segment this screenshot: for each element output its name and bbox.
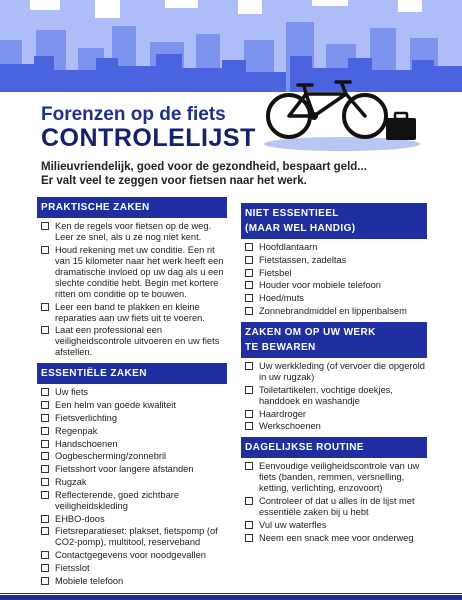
item-label: Contactgegevens voor noodgevallen (55, 550, 206, 561)
checkbox[interactable] (41, 401, 49, 409)
checklist-item[interactable] (241, 293, 427, 304)
checkbox[interactable] (41, 246, 49, 254)
checkbox[interactable] (245, 534, 253, 542)
item-label: Rugzak (55, 476, 87, 487)
checklist-item[interactable] (37, 221, 227, 243)
item-label: Eenvoudige veiligheidscontrole van uw fiets (banden, remmen, versnelling, ketting, verlichting, enzovoort) (259, 461, 420, 494)
checkbox[interactable] (41, 303, 49, 311)
checkbox[interactable] (41, 527, 49, 535)
item-label: Een helm van goede kwaliteit (55, 400, 176, 411)
checklist-item[interactable] (37, 576, 227, 587)
checklist-item[interactable] (241, 409, 427, 420)
section-header-niet-essentieel (241, 203, 427, 239)
checklist-essentiele-zaken (37, 387, 227, 586)
checklist-dagelijkse-routine (241, 461, 427, 543)
item-label: Handschoenen (55, 438, 118, 449)
document-title: CONTROLELIJST (41, 124, 256, 152)
checklist-item[interactable] (241, 361, 427, 383)
item-label: Houd rekening met uw conditie. Een rit van 15 kilometer naar het werk heeft een dramatische invloed op uw dag als u een slechte conditie hebt. Begin met kortere ritten om conditie op te bouwen. (55, 244, 224, 299)
checklist-item[interactable] (37, 514, 227, 525)
checkbox[interactable] (41, 326, 49, 334)
checklist-item[interactable] (241, 520, 427, 531)
checkbox[interactable] (41, 222, 49, 230)
checklist-item[interactable] (37, 413, 227, 424)
footer-rule-thin (0, 593, 462, 594)
checkbox[interactable] (41, 491, 49, 499)
checklist-item[interactable] (37, 477, 227, 488)
checklist-item[interactable] (241, 242, 427, 253)
item-label: Uw werkkleding (of vervoer die opgerold in uw rugzak) (259, 360, 425, 382)
checklist-item[interactable] (37, 490, 227, 512)
item-label: Zonnebrandmiddel en lippenbalsem (259, 305, 407, 316)
checklist-item[interactable] (37, 302, 227, 324)
intro-text (41, 160, 441, 188)
checklist-item[interactable] (241, 306, 427, 317)
checkbox[interactable] (245, 243, 253, 251)
checkbox[interactable] (245, 256, 253, 264)
checkbox[interactable] (245, 294, 253, 302)
intro-line-1: Milieuvriendelijk, goed voor de gezondheid, bespaart geld... (41, 161, 367, 173)
section-header-werk (241, 322, 427, 358)
item-label: Hoed/muts (259, 293, 304, 304)
checkbox[interactable] (41, 414, 49, 422)
item-label: Toiletartikelen, vochtige doekjes, handdoek en washandje (259, 384, 393, 406)
checkbox[interactable] (245, 521, 253, 529)
item-label: Oogbescherming/zonnebril (55, 451, 167, 462)
document-subtitle: Forenzen op de fiets (41, 104, 226, 125)
checklist-item[interactable] (241, 461, 427, 494)
checkbox[interactable] (245, 269, 253, 277)
checklist-item[interactable] (241, 385, 427, 407)
checklist-item[interactable] (37, 439, 227, 450)
item-label: Mobiele telefoon (55, 575, 124, 586)
checkbox[interactable] (41, 388, 49, 396)
checkbox[interactable] (41, 440, 49, 448)
checkbox[interactable] (245, 462, 253, 470)
item-label: Regenpak (55, 425, 98, 436)
footer-rule (0, 595, 462, 600)
item-label: EHBO-doos (55, 513, 105, 524)
checklist-werk (241, 361, 427, 432)
section-title-line-1: NIET ESSENTIEEL (245, 208, 339, 219)
checklist-item[interactable] (241, 496, 427, 518)
checklist-item[interactable] (241, 421, 427, 432)
checklist-item[interactable] (37, 400, 227, 411)
section-title-line-1: ZAKEN OM OP UW WERK (245, 326, 376, 338)
checkbox[interactable] (41, 577, 49, 585)
checkbox[interactable] (41, 465, 49, 473)
section-header-dagelijkse-routine: DAGELIJKSE ROUTINE (241, 437, 427, 458)
item-label: Fietstassen, zadeltas (259, 254, 347, 265)
checklist-item[interactable] (241, 255, 427, 266)
item-label: Fietsslot (55, 562, 90, 573)
briefcase-icon (386, 113, 416, 140)
checklist-niet-essentieel (241, 242, 427, 317)
item-label: Neem een snack mee voor onderweg (259, 532, 414, 543)
checklist-item[interactable] (241, 280, 427, 291)
right-column (241, 203, 427, 549)
checkbox[interactable] (41, 564, 49, 572)
checklist-item[interactable] (37, 387, 227, 398)
checklist-item[interactable] (37, 464, 227, 475)
item-label: Houder voor mobiele telefoon (259, 280, 381, 291)
checkbox[interactable] (41, 515, 49, 523)
checklist-item[interactable] (37, 550, 227, 561)
checkbox[interactable] (41, 452, 49, 460)
item-label: Werkschoenen (259, 421, 321, 432)
checklist-item[interactable] (37, 245, 227, 300)
section-title-line-2: (MAAR WEL HANDIG) (245, 223, 356, 234)
section-header-praktische-zaken: PRAKTISCHE ZAKEN (37, 197, 227, 218)
checklist-item[interactable] (37, 563, 227, 574)
section-title-line-2: TE BEWAREN (245, 341, 316, 353)
checkbox[interactable] (41, 478, 49, 486)
item-label: Fietsverlichting (55, 412, 118, 423)
checkbox[interactable] (245, 307, 253, 315)
item-label: Fietsbel (259, 267, 292, 278)
checkbox[interactable] (245, 281, 253, 289)
item-label: Vul uw waterfles (259, 519, 327, 530)
left-column (37, 197, 227, 592)
checklist-item[interactable] (241, 268, 427, 279)
checklist-praktische-zaken (37, 221, 227, 358)
item-label: Uw fiets (55, 387, 89, 398)
section-header-essentiele-zaken: ESSENTIËLE ZAKEN (37, 363, 227, 384)
item-label: Laat een professional een veiligheidscontrole uitvoeren en uw fiets afstellen. (55, 325, 220, 358)
item-label: Fietsreparatieset: plakset, fietspomp (of CO2-pomp), multitool, reserveband (55, 526, 218, 548)
item-label: Ken de regels voor fietsen op de weg. Leer ze snel, als u ze nog niet kent. (55, 221, 212, 242)
checklist-item[interactable] (37, 426, 227, 437)
intro-line-2: Er valt veel te zeggen voor fietsen naar het werk. (41, 175, 307, 187)
checkbox[interactable] (41, 551, 49, 559)
checkbox[interactable] (245, 497, 253, 505)
checkbox[interactable] (245, 362, 253, 370)
checkbox[interactable] (245, 422, 253, 430)
bicycle-illustration (262, 72, 422, 152)
checkbox[interactable] (245, 386, 253, 394)
checkbox[interactable] (41, 427, 49, 435)
item-label: Fietsshort voor langere afstanden (55, 464, 194, 475)
item-label: Controleer of dat u alles in de lijst met essentiële zaken bij u hebt (259, 496, 415, 518)
item-label: Reflecterende, goed zichtbare veiligheidskleding (55, 489, 180, 511)
checklist-item[interactable] (37, 325, 227, 358)
checkbox[interactable] (245, 410, 253, 418)
item-label: Haardroger (259, 408, 307, 419)
checklist-item[interactable] (37, 451, 227, 462)
checklist-item[interactable] (241, 533, 427, 544)
checklist-item[interactable] (37, 526, 227, 548)
item-label: Hoofdlantaarn (259, 242, 318, 252)
item-label: Leer een band te plakken en kleine reparaties aan uw fiets uit te voeren. (55, 301, 205, 323)
